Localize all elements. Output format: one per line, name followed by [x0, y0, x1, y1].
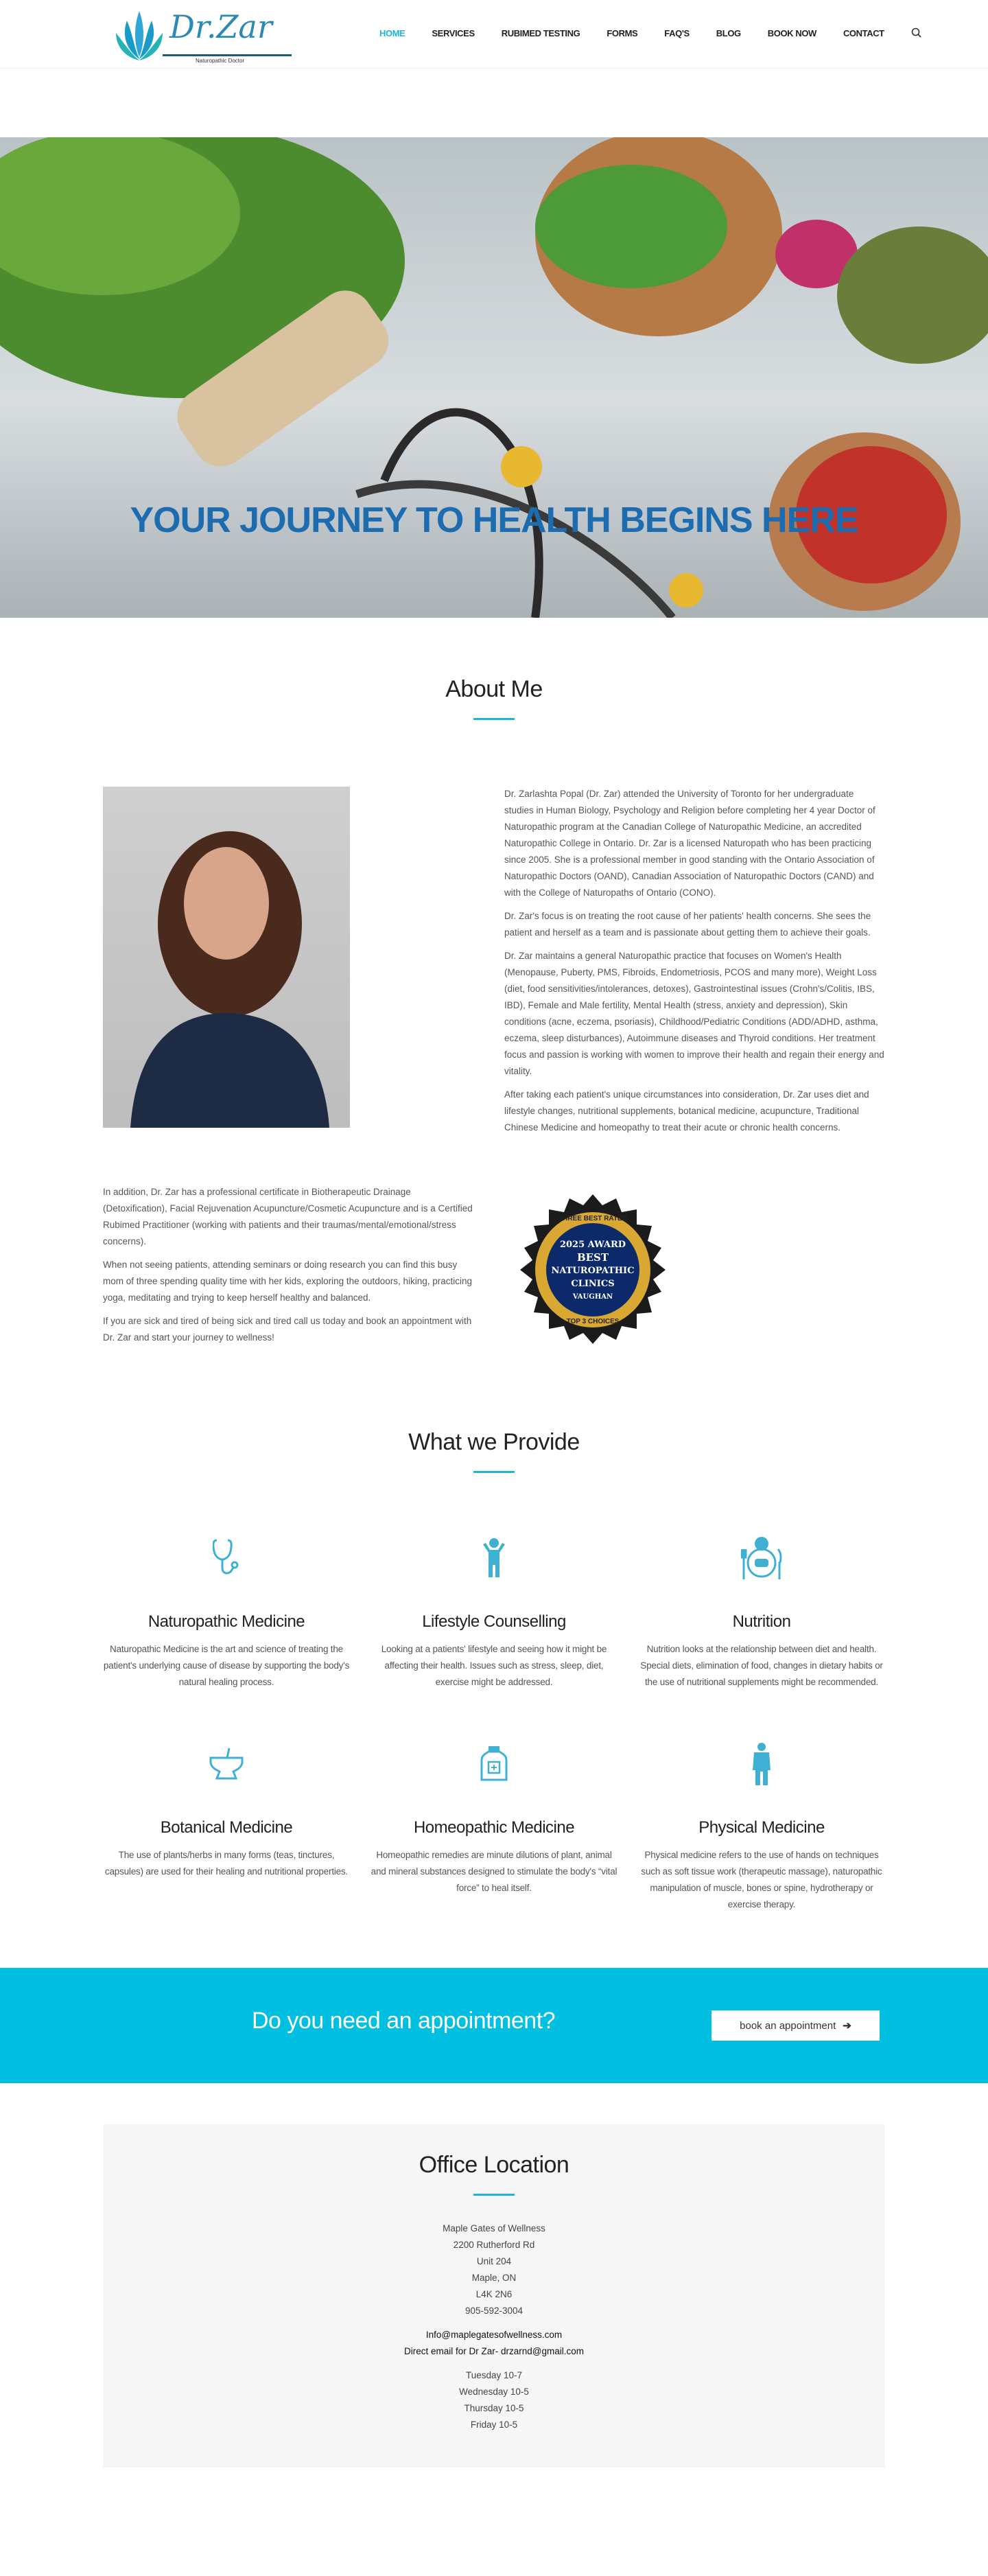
- hours-line: Thursday 10-5: [464, 2403, 524, 2413]
- info-email-link[interactable]: Info@maplegatesofwellness.com: [425, 2330, 563, 2340]
- service-title: Lifestyle Counselling: [422, 1612, 566, 1631]
- services-heading: [0, 1429, 988, 1473]
- appointment-question: Do you need an appointment?: [252, 2008, 556, 2034]
- phone-number[interactable]: 905-592-3004: [464, 2306, 524, 2316]
- nav-blog[interactable]: BLOG: [716, 27, 741, 38]
- nav-forms[interactable]: FORMS: [607, 27, 638, 38]
- badge-line: CLINICS: [571, 1279, 615, 1289]
- service-card: [103, 1740, 350, 1887]
- nav-rubimed-testing[interactable]: RUBIMED TESTING: [501, 27, 580, 38]
- nav-home[interactable]: HOME: [379, 27, 405, 38]
- service-description: Looking at a patients' lifestyle and seeing how it might be affecting their health. Issues such as stress, sleep, diet, exercise might be addressed.: [381, 1644, 607, 1687]
- about-title: About Me: [445, 676, 543, 702]
- about-extra: [103, 1184, 473, 1353]
- hours-line: Tuesday 10-7: [465, 2370, 523, 2380]
- hours-line: Wednesday 10-5: [459, 2387, 529, 2397]
- title-divider: [473, 718, 515, 720]
- logo-tagline: Naturopathic Doctor: [196, 58, 245, 64]
- direct-email-link[interactable]: Direct email for Dr Zar- drzarnd@gmail.com: [403, 2346, 584, 2356]
- child-icon: [370, 1534, 618, 1582]
- office-location: [103, 2124, 885, 2468]
- service-title: Botanical Medicine: [160, 1818, 293, 1837]
- appointment-banner: [0, 1968, 988, 2083]
- nav-book-now[interactable]: BOOK NOW: [767, 27, 816, 38]
- site-header: [0, 0, 988, 69]
- badge-city: VAUGHAN: [572, 1293, 613, 1301]
- address-line: 2200 Rutherford Rd: [453, 2240, 535, 2250]
- hero-image: [0, 137, 988, 618]
- service-card: [370, 1740, 618, 1903]
- medicine-bottle-icon: [370, 1740, 618, 1788]
- bio-paragraph: If you are sick and tired of being sick and tired call us today and book an appointment with Dr. Zar and start your journey to wellness!: [103, 1316, 472, 1343]
- badge-top-text: THREE BEST RATED: [558, 1215, 627, 1222]
- main-nav: [379, 27, 922, 38]
- badge-line: NATUROPATHIC: [551, 1266, 635, 1276]
- service-title: Naturopathic Medicine: [148, 1612, 305, 1631]
- hours-line: Friday 10-5: [470, 2420, 518, 2430]
- doctor-photo: [103, 787, 350, 1128]
- address-line: Maple, ON: [471, 2273, 517, 2283]
- service-title: Homeopathic Medicine: [413, 1818, 575, 1837]
- service-title: Nutrition: [732, 1612, 791, 1631]
- logo-text: Dr.Zar: [169, 8, 272, 45]
- service-card: [103, 1534, 350, 1697]
- badge-line: BEST: [576, 1251, 609, 1264]
- address-line: Unit 204: [476, 2256, 512, 2266]
- logo[interactable]: [106, 5, 298, 65]
- arrow-right-icon: ➔: [843, 2020, 851, 2032]
- service-card: [370, 1534, 618, 1697]
- nav-services[interactable]: SERVICES: [432, 27, 475, 38]
- button-label: book an appointment: [740, 2019, 836, 2032]
- title-divider: [473, 2194, 515, 2196]
- office-title: Office Location: [419, 2152, 569, 2178]
- service-description: Physical medicine refers to the use of hands on techniques such as soft tissue work (therapeutic massage), naturopathic manipulation of muscle, bones or spine, hydrotherapy or exercise therapy.: [641, 1850, 882, 1910]
- about-bio: [504, 786, 885, 1143]
- services-title: What we Provide: [408, 1429, 580, 1455]
- bio-paragraph: When not seeing patients, attending seminars or doing research you can find this busy mom of three spending quality time with her kids, exploring the outdoors, hiking, practicing yoga, meditating and trying to keep herself healthy and balanced.: [103, 1260, 473, 1303]
- bio-paragraph: Dr. Zar's focus is on treating the root cause of her patients' health concerns. She sees the patient and herself as a team and is passionate about getting them to achieve their goals.: [504, 911, 871, 938]
- plate-icon: [638, 1534, 885, 1582]
- title-divider: [473, 1471, 515, 1473]
- person-icon: [638, 1740, 885, 1788]
- service-card: [638, 1740, 885, 1920]
- nav-contact[interactable]: CONTACT: [843, 27, 884, 38]
- hero-banner: [0, 137, 988, 618]
- service-description: Homeopathic remedies are minute dilutions of plant, animal and mineral substances designed to stimulate the body's “vital force” to heal itself.: [370, 1850, 618, 1893]
- badge-year: 2025 AWARD: [559, 1240, 626, 1250]
- search-icon[interactable]: [911, 27, 922, 38]
- award-badge: [513, 1193, 672, 1352]
- address-line: L4K 2N6: [475, 2289, 513, 2299]
- bio-paragraph: Dr. Zarlashta Popal (Dr. Zar) attended the University of Toronto for her undergraduate studies in Human Biology, Psychology and Religion before completing her 4 year Doctor of Naturopathic program at the Canadian College of Naturopathic Medicine, an accredited Naturopathic College in Ontario. Dr. Zar is a licensed Naturopath who has been practicing since 2005. She is a professional member in good standing with the Ontario Association of Naturopathic Doctors (OAND), Canadian Association of Naturopathic Doctors (CAND) and with the College of Naturopaths of Ontario (CONO).: [504, 789, 875, 898]
- bio-paragraph: After taking each patient's unique circumstances into consideration, Dr. Zar uses diet and lifestyle changes, nutritional supplements, botanical medicine, acupuncture, Traditional Chinese Medicine and homeopathy to treat their acute or chronic health concerns.: [504, 1089, 869, 1133]
- book-appointment-button[interactable]: [711, 2010, 880, 2041]
- service-description: Naturopathic Medicine is the art and science of treating the patient's underlying cause of disease by supporting the body's natural healing process.: [103, 1644, 350, 1687]
- service-description: The use of plants/herbs in many forms (teas, tinctures, capsules) are used for their healing and nutritional properties.: [104, 1850, 349, 1877]
- bio-paragraph: In addition, Dr. Zar has a professional certificate in Biotherapeutic Drainage (Detoxification), Facial Rejuvenation Acupuncture/Cosmetic Acupuncture and is a Certified Rubimed Practitioner (working with patients and their traumas/mental/emotional/stress concerns).: [103, 1187, 473, 1246]
- service-title: Physical Medicine: [698, 1818, 825, 1837]
- about-heading: [0, 676, 988, 720]
- office-hours: [103, 2367, 885, 2433]
- stethoscope-icon: [103, 1534, 350, 1582]
- service-description: Nutrition looks at the relationship between diet and health. Special diets, elimination of food, changes in dietary habits or the use of nutritional supplements might be recommended.: [640, 1644, 883, 1687]
- hero-title: YOUR JOURNEY TO HEALTH BEGINS HERE: [130, 500, 858, 540]
- office-address: [103, 2220, 885, 2319]
- service-card: [638, 1534, 885, 1697]
- mortar-icon: [103, 1740, 350, 1788]
- address-line: Maple Gates of Wellness: [443, 2223, 545, 2233]
- nav-faqs[interactable]: FAQ'S: [664, 27, 690, 38]
- badge-bottom-text: TOP 3 CHOICES: [566, 1318, 620, 1325]
- bio-paragraph: Dr. Zar maintains a general Naturopathic practice that focuses on Women's Health (Menopause, Puberty, PMS, Fibroids, Endometriosis, PCOS and many more), Weight Loss (diet, food sensitivities/intolerances, detoxes), Gastrointestinal issues (Crohn's/Colitis, IBS, IBD), Female and Male fertility, Mental Health (stress, anxiety and depression), Skin conditions (acne, eczema, psoriasis), Childhood/Pediatric Conditions (ADD/ADHD, asthma, eczema, sleep disturbances), Autoimmune diseases and Thyroid conditions. Her treatment focus and passion is working with women to improve their health and regain their energy and vitality.: [504, 951, 884, 1076]
